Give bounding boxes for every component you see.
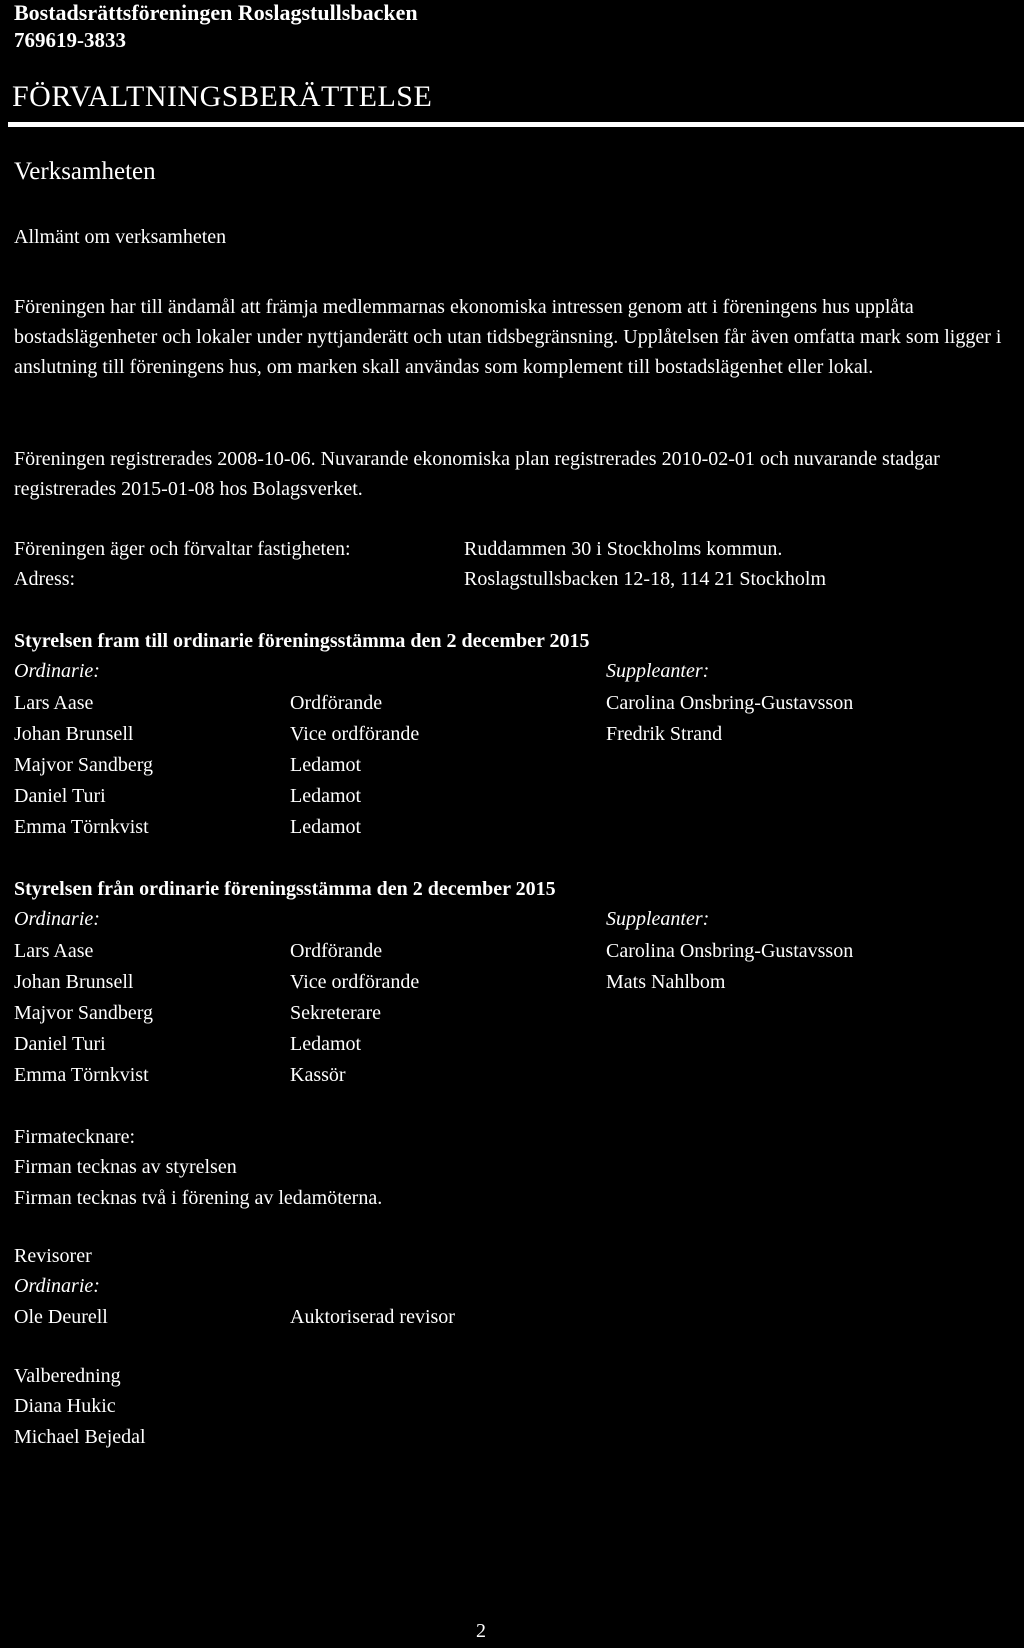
board-before-ordinary-label: Ordinarie: [14, 660, 100, 682]
registration-paragraph: Föreningen registrerades 2008-10-06. Nuvarande ekonomiska plan registrerades 2010-02-01 och nuvarande stadgar registrerades 2015-01-08 hos Bolagsverket. [14, 448, 940, 500]
board-member-role: Vice ordförande [290, 971, 420, 993]
document-title: FÖRVALTNINGSBERÄTTELSE [12, 80, 433, 113]
board-member-role: Vice ordförande [290, 723, 420, 745]
board-after-deputies-label: Suppleanter: [606, 908, 710, 930]
signatories-heading: Firmatecknare: [14, 1126, 136, 1148]
board-member-role: Ordförande [290, 940, 383, 962]
signatories-line: Firman tecknas av styrelsen [14, 1156, 237, 1178]
board-member-name: Lars Aase [14, 692, 94, 714]
auditors-ordinary-label: Ordinarie: [14, 1275, 100, 1297]
section-heading: Verksamheten [14, 158, 156, 185]
auditor-role: Auktoriserad revisor [290, 1306, 455, 1328]
property-label: Föreningen äger och förvaltar fastigheten: [14, 538, 351, 560]
board-member-role: Ledamot [290, 785, 362, 807]
board-deputy-name: Carolina Onsbring-Gustavsson [606, 692, 854, 714]
purpose-paragraph: Föreningen har till ändamål att främja medlemmarnas ekonomiska intressen genom att i föreningens hus upplåta bostadslägenheter och lokaler under nyttjanderätt och utan tidsbegränsning. Upplåtelsen får även omfatta mark som ligger i anslutning till föreningens hus, om marken skall användas som komplement till bostadslägenhet eller lokal. [14, 296, 1002, 378]
board-before-heading: Styrelsen fram till ordinarie föreningsstämma den 2 december 2015 [14, 630, 590, 652]
board-member-name: Majvor Sandberg [14, 754, 154, 776]
board-deputy-name: Carolina Onsbring-Gustavsson [606, 940, 854, 962]
board-after-heading: Styrelsen från ordinarie föreningsstämma den 2 december 2015 [14, 878, 556, 900]
auditor-name: Ole Deurell [14, 1306, 108, 1328]
property-value: Ruddammen 30 i Stockholms kommun. [464, 538, 783, 560]
board-member-role: Kassör [290, 1064, 346, 1086]
board-member-role: Ledamot [290, 816, 362, 838]
board-deputy-name: Fredrik Strand [606, 723, 723, 745]
signatories-line: Firman tecknas två i förening av ledamöterna. [14, 1187, 383, 1209]
nomination-member: Diana Hukic [14, 1395, 116, 1417]
organization-name: Bostadsrättsföreningen Roslagstullsbacken [14, 0, 418, 25]
organization-number: 769619-3833 [14, 28, 126, 52]
nomination-heading: Valberedning [14, 1365, 121, 1387]
board-member-name: Lars Aase [14, 940, 94, 962]
board-member-name: Daniel Turi [14, 1033, 106, 1055]
board-member-role: Sekreterare [290, 1002, 382, 1024]
board-member-name: Majvor Sandberg [14, 1002, 154, 1024]
board-member-name: Emma Törnkvist [14, 816, 149, 838]
board-before-deputies-label: Suppleanter: [606, 660, 710, 682]
page-number: 2 [476, 1620, 486, 1642]
board-after-ordinary-label: Ordinarie: [14, 908, 100, 930]
board-member-name: Daniel Turi [14, 785, 106, 807]
board-deputy-name: Mats Nahlbom [606, 971, 726, 993]
board-member-name: Johan Brunsell [14, 723, 134, 745]
board-member-name: Johan Brunsell [14, 971, 134, 993]
board-member-role: Ledamot [290, 754, 362, 776]
nomination-member: Michael Bejedal [14, 1426, 146, 1448]
title-divider [8, 122, 1024, 127]
auditors-heading: Revisorer [14, 1245, 92, 1267]
address-value: Roslagstullsbacken 12-18, 114 21 Stockholm [464, 568, 827, 590]
address-label: Adress: [14, 568, 76, 590]
board-member-name: Emma Törnkvist [14, 1064, 149, 1086]
subsection-heading: Allmänt om verksamheten [14, 226, 227, 248]
board-member-role: Ordförande [290, 692, 383, 714]
board-member-role: Ledamot [290, 1033, 362, 1055]
